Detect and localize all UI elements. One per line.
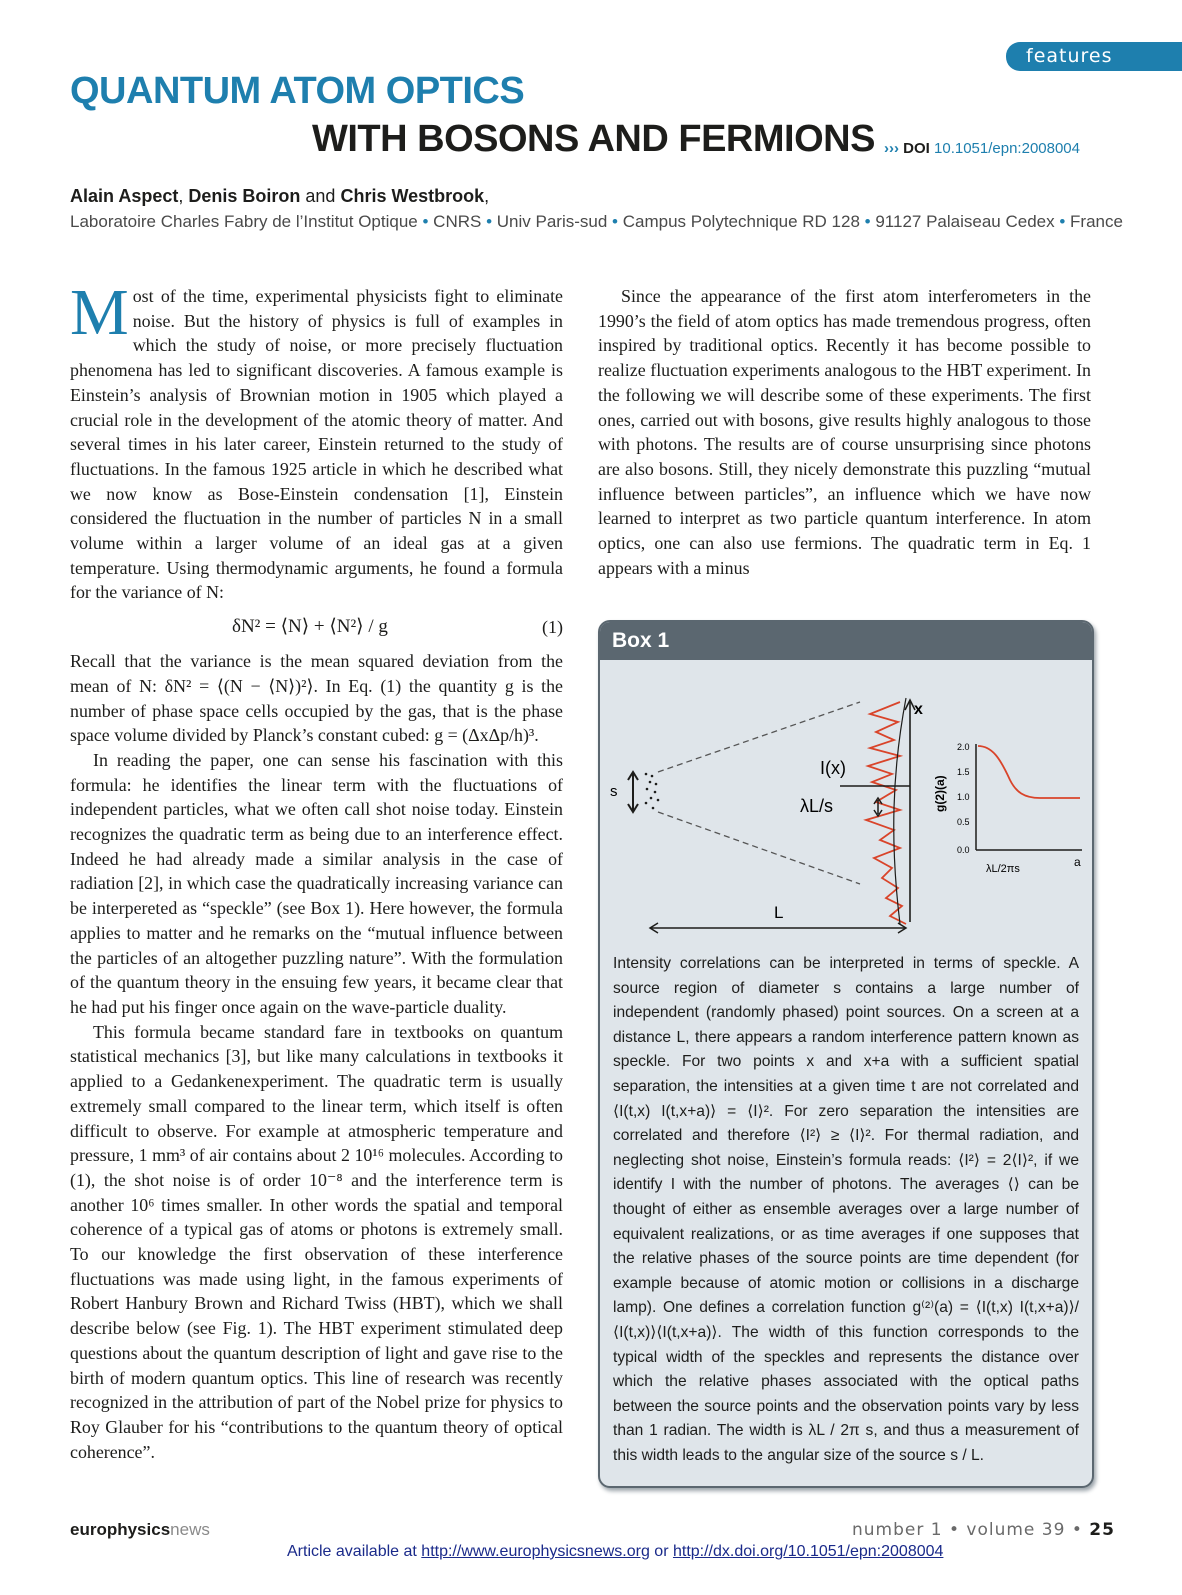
article-availability xyxy=(287,1543,943,1561)
equation-1 xyxy=(70,611,563,645)
europhysicsnews-link[interactable]: http://www.europhysicsnews.org xyxy=(421,1543,650,1560)
fig-label-ix: I(x) xyxy=(820,758,846,778)
doi xyxy=(884,140,1080,157)
plot-ytick: 0.0 xyxy=(957,845,970,855)
equation-formula: δN² = ⟨N⟩ + ⟨N²⟩ / g xyxy=(232,616,388,638)
affil-univ: Univ Paris-sud xyxy=(496,212,608,231)
paragraph-1 xyxy=(70,276,563,605)
title-line-2: WITH BOSONS AND FERMIONS xyxy=(312,118,875,160)
plot-ytick: 1.0 xyxy=(957,792,970,802)
paragraph-4: This formula became standard fare in textbooks on quantum statistical mechanics [3], but like many calculations in textbooks it applied to a Gedankenexperiment. The quadratic term is usually extremely small compared to the linear term, which itself is often difficult to observe. For example at atmospheric temperature and pressure, 1 mm³ of air contains about 2 10¹⁶ molecules. According to (1), the shot noise is of order 10⁻⁸ and the interference term is another 10⁶ times smaller. In other words the spatial and temporal coherence of a typical gas of atoms or photons is extremely small. To our knowledge the first observation of these interference fluctuations was made using light, in the famous experiments of Robert Hanbury Brown and Richard Twiss (HBT), which we shall describe below (see Fig. 1). The HBT experiment stimulated deep questions about the quantum description of light and gave rise to the birth of modern quantum optics. This line of research was recently recognized in the attribution of part of the Nobel prize for physics to Roy Glauber for his “contributions to the quantum theory of optical coherence”. xyxy=(70,1021,563,1462)
box-1 xyxy=(598,620,1094,1488)
lambda-arrow xyxy=(874,798,882,816)
bullet: • xyxy=(612,212,618,231)
paragraph-1-text: ost of the time, experimental physicists fight to eliminate noise. But the history of physics is full of examples in which the study of noise, or more precisely fluctuation phenomena has led to significant discoveries. A famous example is Einstein’s analysis of Brownian motion in 1905 which played a crucial role in the development of the atomic theory of matter. And several times in his later career, Einstein returned to the study of fluctuations. In the famous 1925 article in which he described what we now know as Bose-Einstein condensation [1], Einstein considered the fluctuation in the number of particles N in a small volume within a larger volume of an ideal gas at a given temperature. Using thermodynamic arguments, he found a formula for the variance of N: xyxy=(70,286,563,603)
bullet: • xyxy=(422,212,429,231)
page-number: 25 xyxy=(1089,1520,1115,1540)
doi-label: DOI xyxy=(903,140,930,157)
issue-info xyxy=(852,1520,1115,1540)
drop-cap: M xyxy=(70,276,129,349)
journal-logo-b: news xyxy=(170,1520,210,1539)
plot-ytick: 0.5 xyxy=(957,817,970,827)
authors xyxy=(70,186,489,207)
affil-lab: Laboratoire Charles Fabry de l’Institut Optique xyxy=(70,212,418,231)
source-dots xyxy=(645,773,660,810)
issue-text: number 1 • volume 39 • xyxy=(852,1520,1083,1540)
author-end: , xyxy=(484,186,490,206)
affil-cnrs: CNRS xyxy=(433,212,482,231)
author-2: Denis Boiron xyxy=(188,186,301,206)
affiliation xyxy=(70,212,1123,232)
affil-country: France xyxy=(1070,212,1123,231)
doi-link[interactable]: http://dx.doi.org/10.1051/epn:2008004 xyxy=(672,1543,944,1560)
plot-xtick: λL/2πs xyxy=(986,863,1020,875)
fig-label-s: s xyxy=(610,783,618,800)
bullet: • xyxy=(1059,212,1066,231)
speckle-figure xyxy=(600,662,1092,962)
affil-campus: Campus Polytechnique RD 128 xyxy=(622,212,860,231)
fig-label-x: x xyxy=(914,701,923,718)
box-title: Box 1 xyxy=(600,622,1092,660)
paragraph-3: In reading the paper, one can sense his fascination with this formula: he identifies the linear term with the fluctuations of independent particles, what we often call shot noise today. Einstein recognizes the quadratic term as being due to an interference effect. Indeed he had already made a similar analysis in the case of radiation [2], in which case the quadratically increasing variance can be interpereted as “speckle” (see Box 1). Here however, the formula applies to matter and he remarks on the “mutual influence between the particles of an altogether puzzling nature”. With the formulation of the quantum theory in the ensuing few years, it became clear that he had put his finger once again on the wave-particle duality. xyxy=(70,749,563,1017)
author-3: Chris Westbrook xyxy=(340,186,485,206)
affil-city: 91127 Palaiseau Cedex xyxy=(875,212,1055,231)
section-tab: features xyxy=(1006,42,1182,71)
paragraph-2: Recall that the variance is the mean squared deviation from the mean of N: δN² = ⟨(N − ⟨N⟩)²⟩. In Eq. (1) the quantity g is the number of phase space cells occupied by the gas, that is the phase space volume divided by Planck’s constant cubed: g = (ΔxΔp/h)³. xyxy=(70,651,563,746)
fig-label-lambda: λL/s xyxy=(800,796,834,816)
article-or: or xyxy=(649,1543,673,1560)
plot-ylabel: g(2)(a) xyxy=(933,775,947,812)
fig-label-L: L xyxy=(774,903,784,922)
article-prefix: Article available at xyxy=(287,1543,422,1560)
box-caption: Intensity correlations can be interpreted in terms of speckle. A source region of diameter s contains a large number of independent (randomly phased) point sources. On a screen at a distance L, there appears a random interference pattern known as speckle. For two points x and x+a with a sufficient spatial separation, the intensities at a given time t are not correlated and ⟨I(t,x) I(t,x+a)⟩ = ⟨I⟩². For zero separation the intensities are correlated and therefore ⟨I²⟩ ≥ ⟨I⟩². For thermal radiation, and neglecting shot noise, Einstein’s formula reads: ⟨I²⟩ = 2⟨I⟩², if we identify I with the number of photons. The averages ⟨⟩ can be thought of either as ensemble averages over a large number of equivalent realizations, or as time averages if one supposes that the relative phases of the source points are time dependent (for example because of atomic motion or collisions in a discharge lamp). One defines a correlation function g⁽²⁾(a) = ⟨I(t,x) I(t,x+a)⟩/⟨I(t,x)⟩⟨I(t,x+a)⟩. The width of this function corresponds to the typical width of the speckles and represents the distance over which the relative phases associated with the optical paths between the source points and the observation points vary by less than 1 radian. The width is λL / 2π s, and thus a measurement of this width leads to the angular size of the source s / L. xyxy=(613,955,1079,1464)
plot-xlabel: a xyxy=(1074,855,1081,869)
doi-value: 10.1051/epn:2008004 xyxy=(934,140,1080,157)
author-sep: , xyxy=(178,186,189,206)
bullet: • xyxy=(486,212,493,231)
author-1: Alain Aspect xyxy=(70,186,179,206)
equation-number: (1) xyxy=(542,617,563,638)
left-column xyxy=(70,276,563,1464)
plot-ytick: 2.0 xyxy=(957,742,970,752)
bullet: • xyxy=(864,212,871,231)
title-line-1: QUANTUM ATOM OPTICS xyxy=(70,70,525,112)
plot-ytick: 1.5 xyxy=(957,767,970,777)
g2-curve xyxy=(978,746,1080,798)
right-column xyxy=(598,284,1091,580)
right-paragraph-1: Since the appearance of the first atom interferometers in the 1990’s the field of atom optics has made tremendous progress, often inspired by traditional optics. Recently it has become possible to realize fluctuation experiments analogous to the HBT experiment. In the following we will describe some of these experiments. The first ones, carried out with bosons, give results highly analogous to those with photons. The results are of course unsurprising since photons are also bosons. Still, they nicely demonstrate this puzzling “mutual influence between particles”, an influence which we have now learned to interpret as two particle quantum interference. In atom optics, one can also use fermions. The quadratic term in Eq. 1 appears with a minus xyxy=(598,286,1091,578)
journal-logo-a: europhysics xyxy=(70,1520,171,1539)
journal-logo xyxy=(70,1520,210,1540)
doi-chevrons: ››› xyxy=(884,140,899,157)
author-and: and xyxy=(300,186,341,206)
ray-lower xyxy=(658,812,860,884)
